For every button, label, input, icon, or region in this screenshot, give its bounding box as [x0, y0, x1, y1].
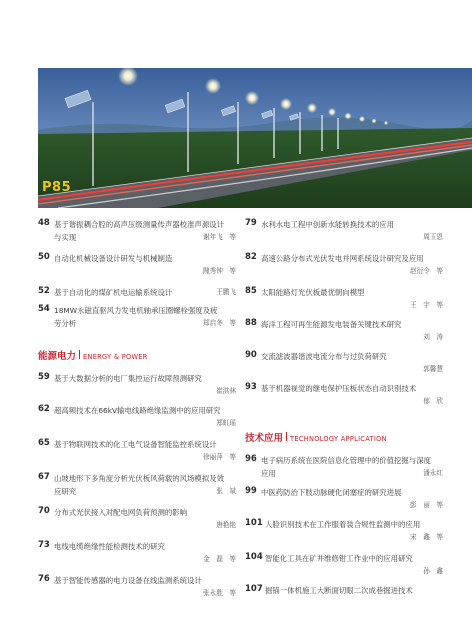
toc-entry[interactable] — [38, 574, 238, 602]
toc-entry[interactable] — [245, 486, 445, 514]
article-author: 王 宇 等 — [410, 301, 443, 309]
toc-entry[interactable] — [38, 372, 238, 400]
section-subtitle: ENERGY & POWER — [83, 353, 148, 361]
article-author: 崔洪林 — [216, 387, 236, 395]
toc-entry[interactable] — [245, 350, 445, 378]
page-number: 65 — [38, 438, 50, 448]
toc-entry[interactable] — [38, 472, 238, 500]
page-number: 59 — [38, 372, 50, 382]
article-author: 郭馨慧 — [423, 365, 443, 373]
article-title: 18MW永磁直驱风力发电机轴承压圈螺栓强度及疲劳分析 — [54, 306, 218, 328]
article-author: 隗秀钟 等 — [203, 267, 236, 275]
page-tag: P85 — [42, 180, 72, 195]
page-number: 107 — [245, 584, 263, 594]
article-author: 潘永红 — [423, 469, 443, 477]
page-number: 104 — [245, 552, 263, 562]
page-number: 85 — [245, 286, 257, 296]
section-subtitle: TECHNOLOGY APPLICATION — [290, 435, 387, 443]
toc-entry[interactable] — [245, 382, 445, 410]
article-author: 徐丽萍 等 — [203, 453, 236, 461]
toc-entry[interactable] — [245, 252, 445, 280]
article-title: 海洋工程可再生能源发电装备关键技术研究 — [261, 320, 402, 329]
section-divider — [79, 350, 80, 359]
toc-entry[interactable] — [245, 584, 445, 598]
toc-entry[interactable] — [38, 252, 238, 280]
article-title: 人脸识别技术在工作服着装合规性监测中的应用 — [265, 520, 421, 529]
page-number: 50 — [38, 252, 50, 262]
toc-entry[interactable] — [38, 404, 238, 432]
article-author: 孙 鑫 — [423, 567, 443, 575]
article-title: 自动化机械设备设计研发与机械制造 — [54, 254, 173, 263]
toc-entry[interactable] — [38, 438, 238, 466]
toc-entry[interactable] — [245, 518, 445, 546]
section-divider — [286, 432, 287, 441]
toc-entry[interactable] — [38, 218, 238, 246]
toc-entry[interactable] — [245, 286, 445, 314]
section-heading-technology — [245, 430, 387, 444]
page-number: 67 — [38, 472, 50, 482]
article-title: 基于谐振耦合腔的高声压级测量传声器校准声源设计与实现 — [54, 220, 224, 242]
article-title: 中医药防治下肢动脉硬化闭塞症的研究进展 — [261, 488, 402, 497]
article-author: 刘 涛 — [423, 333, 443, 341]
article-title: 基于自动化的煤矿机电运输系统设计 — [54, 288, 173, 297]
page-number: 90 — [245, 350, 257, 360]
page-number: 101 — [245, 518, 263, 528]
toc-entry[interactable] — [38, 286, 238, 300]
article-title: 交流滤波器谐波电流分布与过负荷研究 — [261, 352, 387, 361]
section-heading-energy — [38, 348, 148, 362]
page-number: 93 — [245, 382, 257, 392]
article-author: 郁 欣 — [423, 397, 443, 405]
article-title: 掘锚一体机施工大断面切眼二次成巷掘进技术 — [265, 586, 413, 595]
article-author: 赵衍令 等 — [410, 267, 443, 275]
article-title: 太阳能路灯光伏板最优朝向模型 — [261, 288, 365, 297]
article-title: 基于智能传感器的电力设备在线监测系统设计 — [54, 576, 202, 585]
article-title: 电子病历系统在医院信息化管理中的价值挖掘与深度应用 — [261, 456, 431, 478]
article-author: 谢年飞 等 — [203, 233, 236, 241]
article-author: 宋 鑫 等 — [410, 533, 443, 541]
page-number: 88 — [245, 318, 257, 328]
article-title: 分布式光伏接入对配电网负荷预测的影响 — [54, 508, 188, 517]
toc-entry[interactable] — [245, 454, 445, 482]
page-number: 70 — [38, 506, 50, 516]
article-title: 高速公路分布式光伏发电并网系统设计研究及应用 — [261, 254, 424, 263]
page-number: 76 — [38, 574, 50, 584]
toc-entry[interactable] — [38, 304, 238, 332]
page-number: 79 — [245, 218, 257, 228]
toc-entry[interactable] — [38, 540, 238, 568]
article-author: 彭 丽 等 — [410, 501, 443, 509]
article-title: 水利水电工程中创新水能转换技术的应用 — [261, 220, 395, 229]
article-title: 超高频技术在66kV输电线路绝缘监测中的应用研究 — [54, 406, 221, 415]
toc-entry[interactable] — [245, 318, 445, 346]
toc-entry[interactable] — [245, 218, 445, 246]
hero-photo — [38, 68, 472, 208]
article-author: 郑启冬 等 — [203, 319, 236, 327]
article-author: 郑虹瑶 — [216, 419, 236, 427]
article-title: 基于机器视觉的继电保护压板状态自动识别技术 — [261, 384, 417, 393]
toc-entry[interactable] — [245, 552, 445, 580]
article-author: 张永胜 等 — [203, 589, 236, 597]
page-number: 48 — [38, 218, 50, 228]
page-number: 52 — [38, 286, 50, 296]
page-number: 96 — [245, 454, 257, 464]
section-title: 能源电力 — [38, 351, 77, 362]
toc-entry[interactable] — [38, 506, 238, 534]
article-author: 王鹏飞 — [216, 288, 236, 296]
article-title: 电线电缆绝缘性能检测技术的研究 — [54, 542, 165, 551]
page-number: 82 — [245, 252, 257, 262]
article-author: 金 磊 等 — [203, 555, 236, 563]
page-number: 99 — [245, 486, 257, 496]
article-title: 智能化工具在矿井维修钳工作业中的应用研究 — [265, 554, 413, 563]
article-title: 基于大数据分析的电厂集控运行故障预测研究 — [54, 374, 202, 383]
article-author: 唐艳艳 — [216, 521, 236, 529]
section-title: 技术应用 — [245, 433, 284, 444]
article-author: 张 斌 — [216, 487, 236, 495]
page-number: 62 — [38, 404, 50, 414]
article-title: 基于物联网技术的化工电气设备智能监控系统设计 — [54, 440, 217, 449]
page-number: 73 — [38, 540, 50, 550]
page-number: 54 — [38, 304, 50, 314]
article-author: 周玉恩 — [423, 233, 443, 241]
article-title: 山坡地形下多角度分析光伏板风荷载的风场模拟及效应研究 — [54, 474, 224, 496]
